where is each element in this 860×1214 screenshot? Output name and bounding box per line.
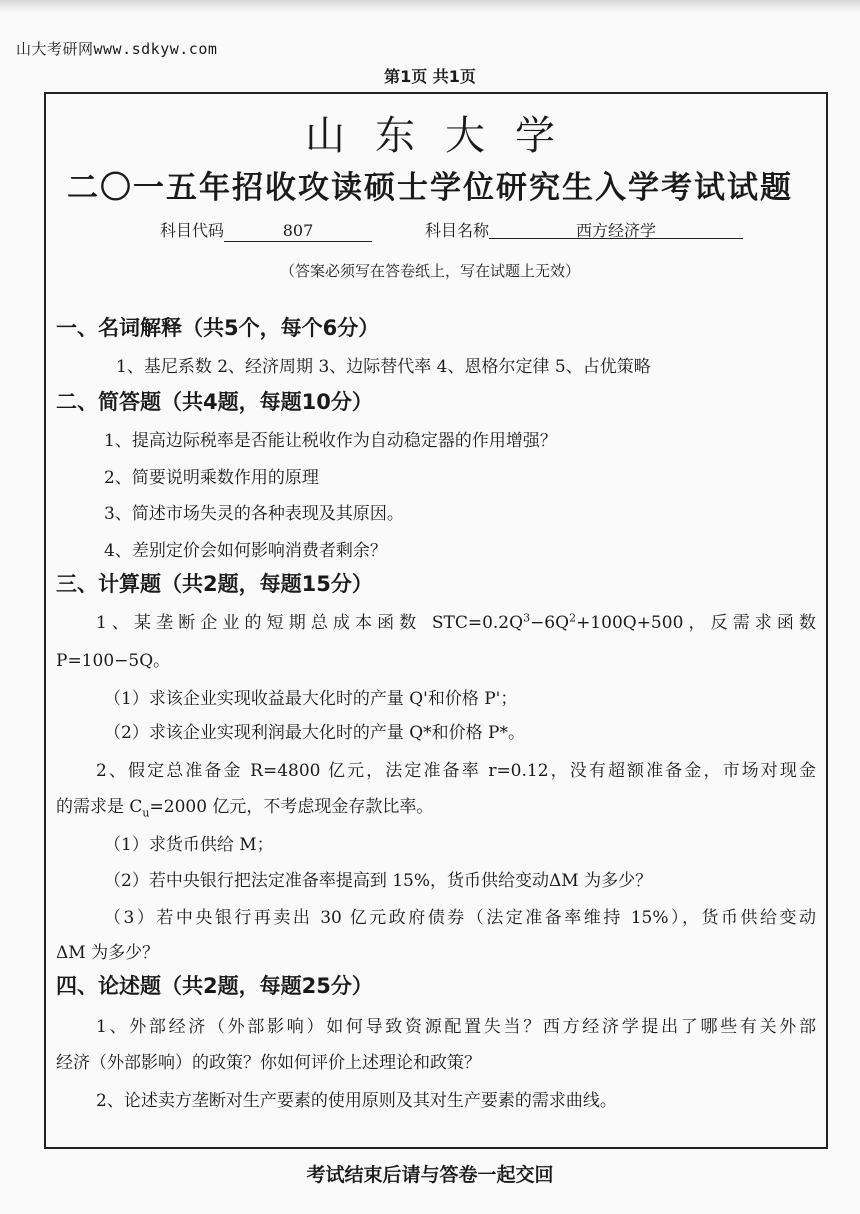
- scan-shade: [0, 0, 860, 12]
- footer-note: 考试结束后请与答卷一起交回: [306, 1164, 554, 1186]
- section-2-q1: 1、提高边际税率是否能让税收作为自动稳定器的作用增强？: [104, 431, 557, 451]
- q1-exp3: 3: [523, 611, 531, 625]
- section-4-q1-line2: 经济（外部影响）的政策？你如何评价上述理论和政策？: [56, 1053, 481, 1073]
- section-3-q2-a: （1）求货币供给 M；: [104, 835, 274, 855]
- section-3-q2-line2: [56, 792, 433, 819]
- q1-exp2: 2: [569, 611, 577, 625]
- page-info: 第1页 共1页: [384, 67, 476, 86]
- section-3-q2-b: （2）若中央银行把法定准备率提高到 15%，货币供给变动ΔM 为多少？: [104, 871, 653, 891]
- section-4-title: 四、论述题（共2题，每题25分）: [56, 974, 373, 998]
- answer-notice: （答案必须写在答卷纸上，写在试题上无效）: [279, 262, 580, 280]
- section-3-q1-line2: P=100−5Q。: [56, 651, 171, 671]
- section-4-q2: 2、论述卖方垄断对生产要素的使用原则及其对生产要素的需求曲线。: [96, 1091, 617, 1111]
- university-name: 山东大学: [305, 113, 585, 159]
- q2-line2-prefix: 的需求是 C: [56, 797, 143, 817]
- section-3-q2-line1: 2、假定总准备金 R=4800 亿元，法定准备率 r=0.12，没有超额准备金，市场对现金: [96, 761, 816, 781]
- section-3-q2-c-line2: ΔM 为多少？: [56, 943, 160, 963]
- section-3-q2-c-line1: （3）若中央银行再卖出 30 亿元政府债券（法定准备率维持 15%），货币供给变动: [104, 908, 816, 928]
- subject-name-value: 西方经济学: [489, 218, 743, 239]
- exam-title: 二〇一五年招收攻读硕士学位研究生入学考试试题: [67, 170, 793, 206]
- section-3-title: 三、计算题（共2题，每题15分）: [56, 572, 373, 596]
- subject-name-label: 科目名称: [425, 221, 490, 240]
- subject-name: [425, 218, 743, 241]
- subject-code: [160, 218, 372, 242]
- section-3-q1-a: （1）求该企业实现收益最大化时的产量 Q'和价格 P'；: [104, 689, 518, 709]
- q2-line2-suffix: =2000 亿元，不考虑现金存款比率。: [149, 797, 434, 817]
- q1-text-prefix: 1、某垄断企业的短期总成本函数 STC=0.2Q: [96, 613, 524, 633]
- q1-text-mid: −6Q: [530, 613, 570, 633]
- section-2-q2: 2、简要说明乘数作用的原理: [104, 468, 319, 488]
- q2-line2-sub: u: [142, 806, 150, 820]
- section-4-q1-line1: 1、外部经济（外部影响）如何导致资源配置失当？西方经济学提出了哪些有关外部: [96, 1017, 816, 1037]
- section-1-title: 一、名词解释（共5个，每个6分）: [56, 316, 380, 340]
- section-1-terms: 1、基尼系数 2、经济周期 3、边际替代率 4、恩格尔定律 5、占优策略: [116, 357, 651, 377]
- subject-code-label: 科目代码: [160, 221, 225, 240]
- section-3-q1-line1: [96, 608, 816, 633]
- section-2-q4: 4、差别定价会如何影响消费者剩余？: [104, 541, 387, 561]
- section-2-title: 二、简答题（共4题，每题10分）: [56, 390, 373, 414]
- watermark: 山大考研网www.sdkyw.com: [16, 40, 218, 58]
- section-3-q1-b: （2）求该企业实现利润最大化时的产量 Q*和价格 P*。: [104, 723, 525, 743]
- subject-code-value: 807: [224, 221, 372, 242]
- q1-text-suffix: +100Q+500，反需求函数: [576, 613, 816, 633]
- section-2-q3: 3、简述市场失灵的各种表现及其原因。: [104, 504, 404, 524]
